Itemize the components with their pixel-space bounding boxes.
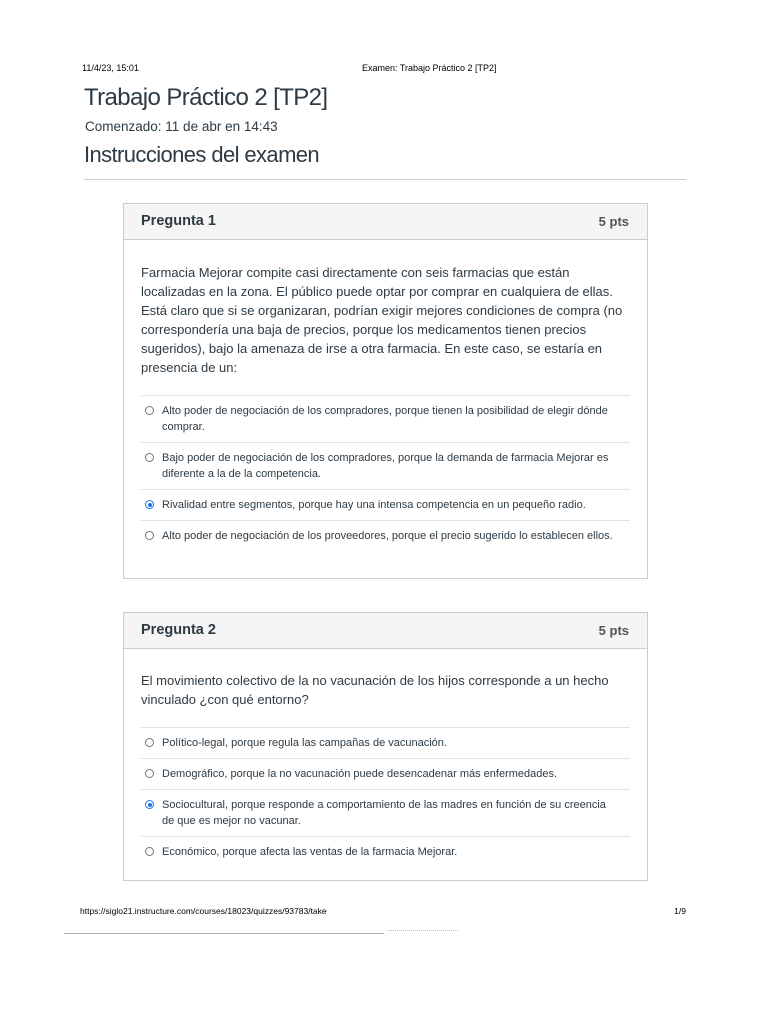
answer-option[interactable] — [141, 727, 630, 758]
answer-label: Alto poder de negociación de los compradores, porque tienen la posibilidad de elegir dónde comprar. — [162, 405, 608, 433]
page-divider-marks — [388, 930, 458, 934]
started-timestamp: Comenzado: 11 de abr en 14:43 — [85, 119, 278, 134]
answer-option-selected[interactable] — [141, 489, 630, 520]
question-2 — [123, 612, 648, 881]
print-title: Examen: Trabajo Práctico 2 [TP2] — [362, 63, 497, 73]
answer-label: Sociocultural, porque responde a comportamiento de las madres en función de su creencia de que es mejor no vacunar. — [162, 799, 606, 827]
answer-list — [141, 727, 630, 867]
question-name: Pregunta 1 — [141, 213, 216, 229]
answer-option[interactable] — [141, 520, 630, 551]
radio-button[interactable] — [145, 453, 154, 462]
question-header — [124, 204, 647, 240]
answer-label: Bajo poder de negociación de los compradores, porque la demanda de farmacia Mejorar es diferente a la de la competencia. — [162, 452, 609, 480]
answer-label: Demográfico, porque la no vacunación puede desencadenar más enfermedades. — [162, 768, 558, 780]
answer-option[interactable] — [141, 395, 630, 442]
answer-option[interactable] — [141, 442, 630, 489]
answer-option[interactable] — [141, 758, 630, 789]
radio-button[interactable] — [145, 738, 154, 747]
question-text: El movimiento colectivo de la no vacunación de los hijos corresponde a un hecho vinculado ¿con qué entorno? — [141, 673, 609, 707]
answer-label: Económico, porque afecta las ventas de la farmacia Mejorar. — [162, 846, 458, 858]
question-header — [124, 613, 647, 649]
question-text: Farmacia Mejorar compite casi directamente con seis farmacias que están localizadas en la zona. El público puede optar por comprar en cualquiera de ellas. Está claro que si se organizaran, podrían exigir mejores condiciones de compra (no correspondería una baja de precios, porque los medicamentos tienen precios sugeridos), bajo la amenaza de irse a otra farmacia. En este caso, se estaría en presencia de un: — [141, 265, 623, 375]
radio-button[interactable] — [145, 847, 154, 856]
instructions-heading: Instrucciones del examen — [84, 142, 320, 167]
radio-button[interactable] — [145, 531, 154, 540]
answer-list — [141, 395, 630, 551]
radio-button-checked[interactable] — [145, 500, 154, 509]
question-points: 5 pts — [598, 214, 629, 229]
answer-label: Alto poder de negociación de los proveedores, porque el precio sugerido lo establecen ellos. — [162, 530, 613, 542]
divider — [84, 179, 686, 180]
page-divider-line — [64, 933, 384, 934]
answer-option[interactable] — [141, 836, 630, 867]
radio-button[interactable] — [145, 769, 154, 778]
print-header — [82, 63, 688, 75]
answer-label: Rivalidad entre segmentos, porque hay una intensa competencia en un pequeño radio. — [162, 499, 586, 511]
question-name: Pregunta 2 — [141, 622, 216, 638]
answer-option-selected[interactable] — [141, 789, 630, 836]
print-url: https://siglo21.instructure.com/courses/18023/quizzes/93783/take — [80, 906, 327, 916]
page-title: Trabajo Práctico 2 [TP2] — [84, 84, 328, 111]
question-points: 5 pts — [598, 623, 629, 638]
answer-label: Político-legal, porque regula las campañas de vacunación. — [162, 737, 447, 749]
print-date: 11/4/23, 15:01 — [82, 63, 139, 73]
radio-button-checked[interactable] — [145, 800, 154, 809]
print-page-number: 1/9 — [674, 906, 686, 916]
radio-button[interactable] — [145, 406, 154, 415]
question-1 — [123, 203, 648, 579]
